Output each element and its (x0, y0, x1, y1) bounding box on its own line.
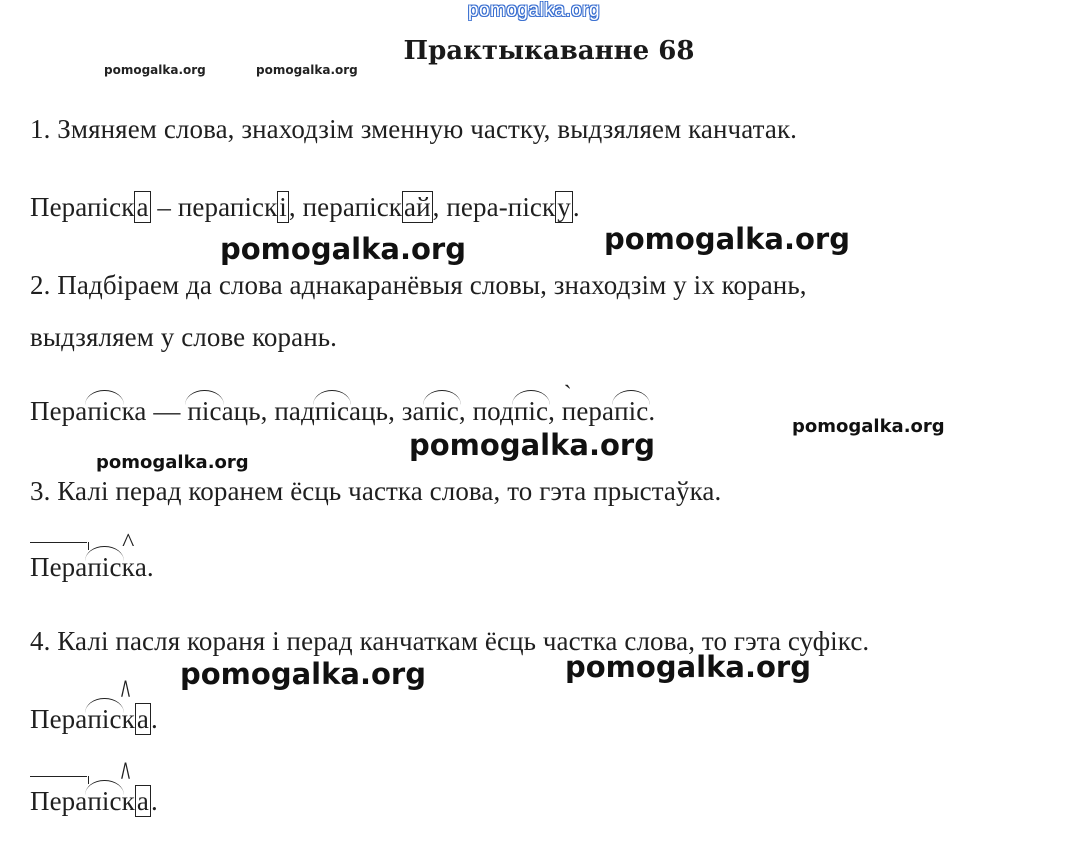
suffix-mark: Λ к (122, 786, 135, 817)
root-arc: піс (424, 396, 459, 426)
separator: . (572, 192, 580, 222)
watermark-big: pomogalka.org (220, 232, 466, 266)
word-part: ра (588, 396, 615, 426)
example-3 (30, 552, 154, 583)
word-stem: перапіск (302, 192, 403, 222)
watermark-small: pomogalka.org (256, 63, 358, 77)
word-part: ка — (121, 396, 188, 426)
word-part: аць, за (349, 396, 425, 426)
root-arc: піс (87, 786, 122, 816)
root-arc: піс (187, 396, 222, 426)
watermark-big: pomogalka.org (180, 657, 426, 691)
step-3-text: 3. Калі перад коранем ёсць частка слова, то гэта прыстаўка. (30, 476, 722, 506)
word-part: . (150, 704, 158, 734)
word-part: а. (134, 552, 154, 582)
ending-box: і (279, 192, 287, 222)
suffix-mark: Λ к (122, 704, 135, 735)
word-stem: пера-піск (446, 192, 556, 222)
root-arc: піс (614, 396, 649, 426)
watermark-mid: pomogalka.org (792, 416, 945, 437)
watermark-big: pomogalka.org (565, 650, 811, 684)
ending-box: ай (404, 192, 431, 222)
root-arc: піс (513, 396, 549, 426)
ending-box: у (557, 192, 571, 222)
word-part: ` пе (562, 396, 589, 427)
root-arc: піс (87, 396, 122, 426)
step-2-text-b: выдзяляем у слове корань. (30, 322, 338, 352)
step-4-text: 4. Калі пасля кораня і перад канчаткам ёсць частка слова, то гэта суфікс. (30, 626, 870, 656)
word-stem: Перапіск (30, 192, 135, 222)
watermark-mid: pomogalka.org (96, 452, 249, 473)
suffix-mark: ^ к (122, 552, 135, 583)
ending-box: а (136, 704, 149, 734)
word-part: . (648, 396, 656, 426)
watermark-big: pomogalka.org (604, 222, 850, 256)
watermark-big: pomogalka.org (409, 428, 655, 462)
example-1 (30, 192, 580, 223)
prefix-mark: Пера (30, 552, 88, 582)
word-part: , под (458, 396, 514, 426)
prefix-mark: Пера (30, 786, 88, 816)
separator: , (288, 192, 303, 222)
step-2-text-a: 2. Падбіраем да слова аднакаранёвыя словы, знаходзім у іх корань, (30, 270, 807, 300)
word-part: Пера (30, 704, 88, 734)
watermark-small: pomogalka.org (104, 63, 206, 77)
step-1-text: 1. Змяняем слова, знаходзім зменную частку, выдзяляем канчатак. (30, 114, 798, 144)
root-arc: піс (87, 704, 122, 734)
page-title: Практыкаванне 68 (403, 36, 695, 66)
word-part: Пера (30, 396, 88, 426)
root-arc: піс (87, 552, 122, 582)
example-2 (30, 396, 655, 427)
root-arc: піс (314, 396, 350, 426)
word-part: . (150, 786, 158, 816)
word-part: аць, пад (221, 396, 315, 426)
separator: – (150, 192, 178, 222)
ending-box: а (136, 786, 149, 816)
ending-box: а (136, 192, 149, 222)
word-stem: перапіск (177, 192, 278, 222)
separator: , (432, 192, 447, 222)
word-part: , (548, 396, 562, 426)
example-5 (30, 786, 158, 817)
example-4 (30, 704, 158, 735)
watermark-top: pomogalka.org (467, 0, 601, 21)
